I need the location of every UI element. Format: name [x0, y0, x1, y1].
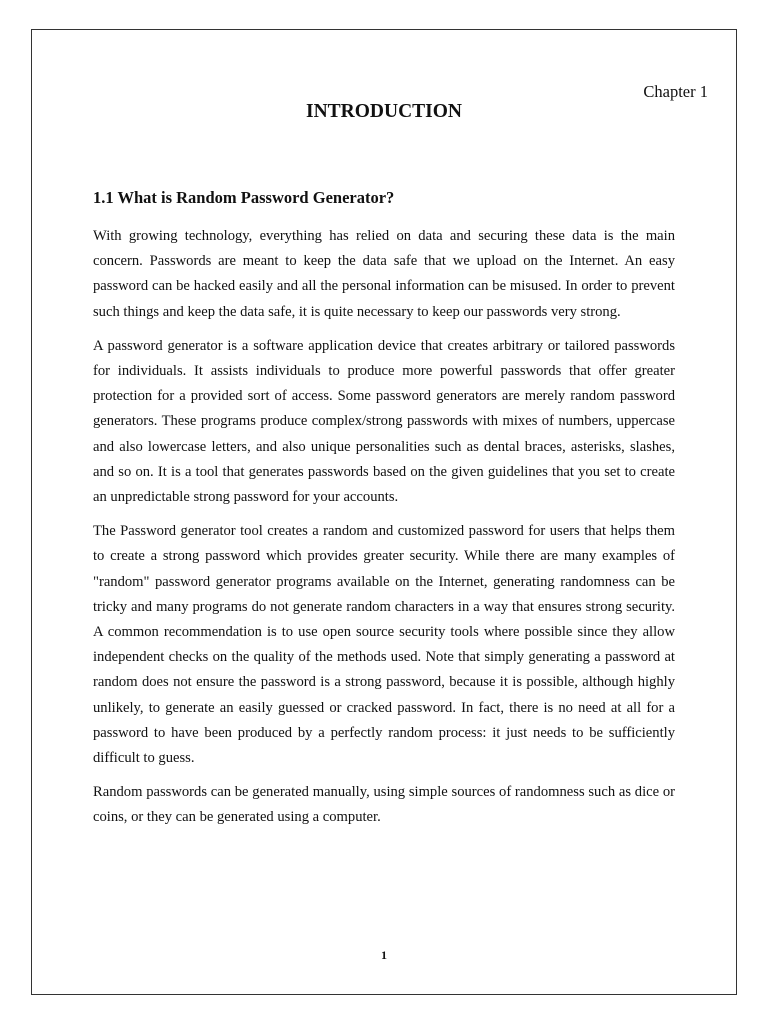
- section-body: [93, 224, 675, 840]
- paragraph-1: With growing technology, everything has relied on data and securing these data is the main concern. Passwords are meant to keep the data safe that we upload on the Internet. An easy password can be hacked easily and all the personal information can be misused. In order to prevent such things and keep the data safe, it is quite necessary to keep our passwords very strong.: [93, 228, 675, 320]
- chapter-label: Chapter 1: [643, 82, 708, 101]
- paragraph-2: A password generator is a software application device that creates arbitrary or tailored passwords for individuals. It assists individuals to produce more powerful passwords that offer greater protection for a provided sort of access. Some password generators are merely random password generators. These programs produce complex/strong passwords with mixes of numbers, uppercase and also lowercase letters, and also unique personalities such as dental braces, asterisks, slashes, and so on. It is a tool that generates passwords based on the given guidelines that you set to create an unpredictable strong password for your accounts.: [93, 337, 675, 506]
- paragraph-4: Random passwords can be generated manually, using simple sources of randomness such as dice or coins, or they can be generated using a computer.: [93, 784, 675, 826]
- page-title: INTRODUCTION: [305, 101, 463, 122]
- section-heading: 1.1 What is Random Password Generator?: [93, 188, 395, 207]
- paragraph-3: The Password generator tool creates a random and customized password for users that helps them to create a strong password which provides greater security. While there are many examples of "random" password generator programs available on the Internet, generating randomness can be tricky and many programs do not generate random characters in a way that ensures strong security. A common recommendation is to use open source security tools where possible since they allow independent checks on the quality of the methods used. Note that simply generating a password at random does not ensure the password is a strong password, because it is possible, although highly unlikely, to generate an easily guessed or cracked password. In fact, there is no need at all for a password to have been produced by a perfectly random process: it just needs to be sufficiently difficult to guess.: [93, 523, 675, 767]
- page-number: 1: [381, 948, 387, 962]
